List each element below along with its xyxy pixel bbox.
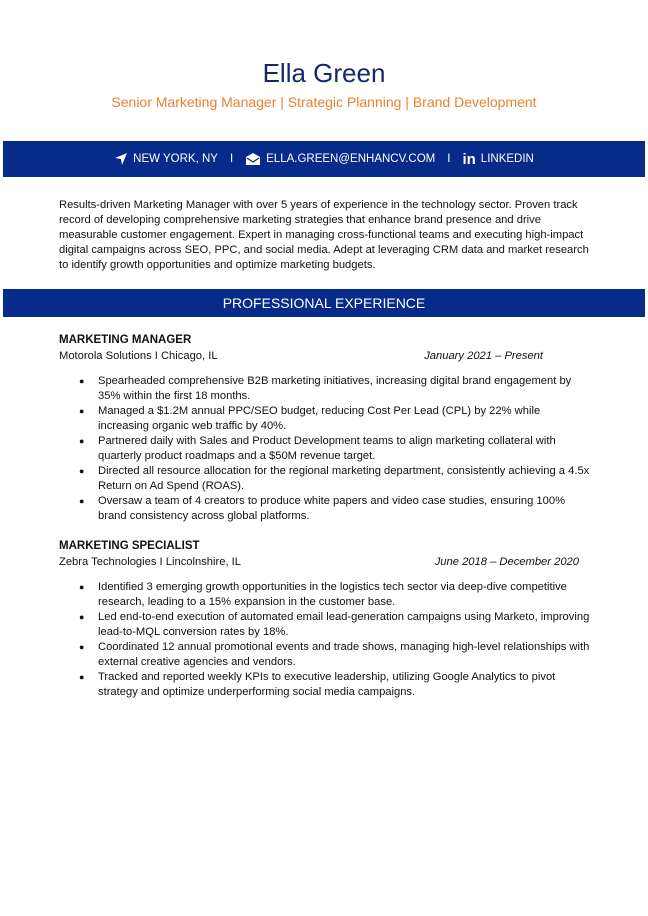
candidate-subtitle: Senior Marketing Manager | Strategic Planning | Brand Development [111,94,537,110]
bullet-item: ● Coordinated 12 annual promotional events and trade shows, managing high-level relationships with external creative agencies and vendors. [98,640,594,670]
job-dates: January 2021 – Present [424,350,543,362]
job-title: MARKETING SPECIALIST [59,540,200,552]
bullet-item: ● Tracked and reported weekly KPIs to executive leadership, utilizing Google Analytics to pivot strategy and optimize underperforming social media campaigns. [98,670,594,700]
contact-linkedin[interactable] [462,151,533,168]
contact-bar [3,141,645,177]
linkedin-link[interactable]: LINKEDIN [480,153,534,165]
job-entry [59,333,594,524]
bullet-item: ● Spearheaded comprehensive B2B marketing initiatives, increasing digital brand engagement by 35% within the first 18 months. [98,374,594,404]
candidate-name: Ella Green [262,58,386,88]
envelope-icon [245,152,261,166]
summary: Results-driven Marketing Manager with over 5 years of experience in the technology sector. Proven track record of developing comprehensive marketing strategies that enhance brand presence and drive measurable customer engagement. Expert in managing cross-functional teams and executing high-impact digital campaigns across SEO, PPC, and social media. Adept at leveraging CRM data and market research to identify growth opportunities and optimize marketing budgets. [59,199,589,271]
email-link[interactable]: ELLA.GREEN@ENHANCV.COM [266,153,436,165]
location-arrow-icon [114,152,128,166]
job-dates: June 2018 – December 2020 [434,556,579,568]
bullet-item: ● Led end-to-end execution of automated email lead-generation campaigns using Marketo, improving lead-to-MQL conversion rates by 18%. [98,610,594,640]
job-bullets [59,580,594,700]
bullet-item: ● Managed a $1.2M annual PPC/SEO budget, reducing Cost Per Lead (CPL) by 22% while increasing organic web traffic by 40%. [98,404,594,434]
separator: I [447,153,451,165]
bullet-item: ● Directed all resource allocation for the regional marketing department, consistently achieving a 4.5x Return on Ad Spend (ROAS). [98,464,594,494]
job-bullets [59,374,594,524]
bullet-item: ● Oversaw a team of 4 creators to produce white papers and video case studies, ensuring 100% brand consistency across global platforms. [98,494,594,524]
job-entry [59,539,594,700]
job-title: MARKETING MANAGER [59,334,192,346]
job-company: Zebra Technologies I Lincolnshire, IL [59,556,242,568]
contact-email[interactable] [245,152,435,166]
section-heading-experience: PROFESSIONAL EXPERIENCE [3,289,645,317]
separator: I [229,153,234,165]
bullet-item: ● Identified 3 emerging growth opportunities in the logistics tech sector via deep-dive competitive research, leading to a 15% expansion in the customer base. [98,580,594,610]
linkedin-icon: in [462,150,476,168]
bullet-item: ● Partnered daily with Sales and Product Development teams to align marketing collateral with quarterly product roadmaps and a $50M revenue target. [98,434,594,464]
job-company: Motorola Solutions I Chicago, IL [59,350,218,362]
contact-location [114,152,218,166]
location-text: NEW YORK, NY [133,153,218,165]
